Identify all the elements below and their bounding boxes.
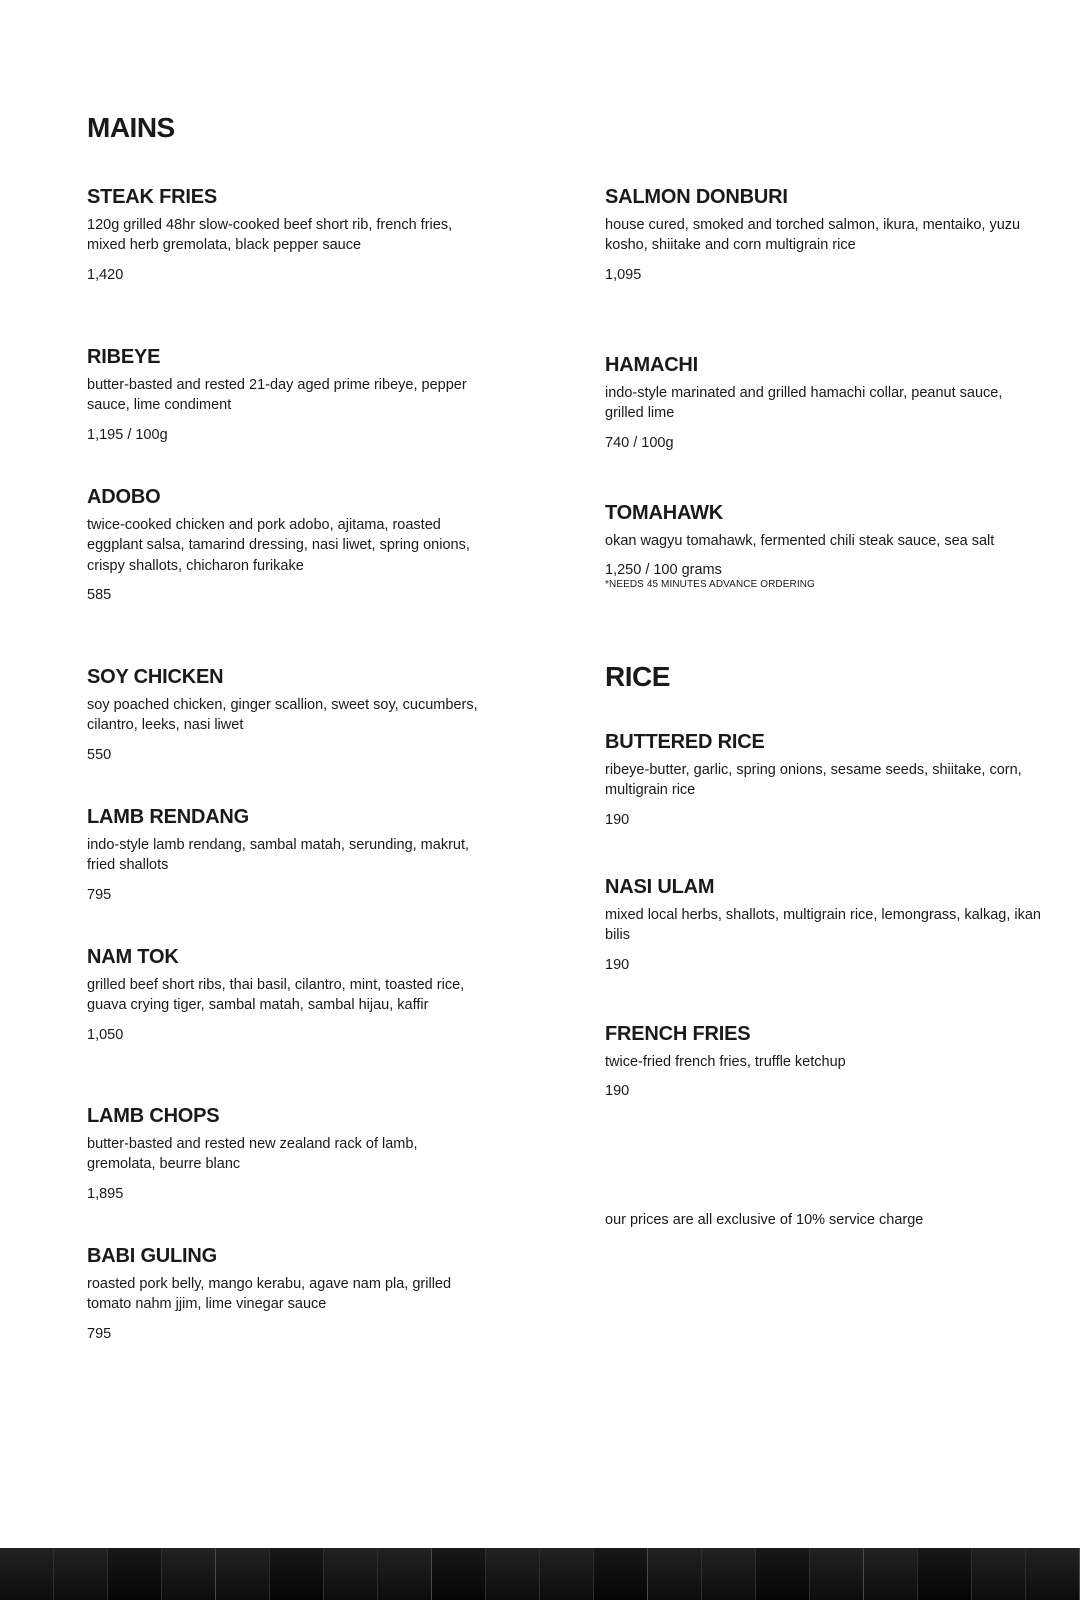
item-name: HAMACHI [605, 354, 699, 376]
menu-item-hamachi [605, 353, 1045, 452]
mains-heading: MAINS [87, 112, 175, 143]
item-price: 795 [87, 886, 112, 903]
menu-item-ribeye [87, 345, 487, 444]
item-description: butter-basted and rested 21-day aged prime ribeye, pepper sauce, lime condiment [87, 377, 467, 414]
menu-item-adobo [87, 485, 487, 604]
menu-item-nasi-ulam [605, 875, 1045, 974]
item-description: butter-basted and rested new zealand rack of lamb, gremolata, beurre blanc [87, 1136, 418, 1173]
item-price: 740 / 100g [605, 434, 674, 451]
item-price: 585 [87, 586, 112, 603]
item-name: TOMAHAWK [605, 502, 724, 524]
item-price: 1,895 [87, 1185, 124, 1202]
item-name: BABI GULING [87, 1245, 218, 1267]
decorative-bottom-band [0, 1548, 1080, 1600]
menu-item-nam-tok [87, 945, 487, 1044]
item-description: ribeye-butter, garlic, spring onions, sesame seeds, shiitake, corn, multigrain rice [605, 762, 1022, 799]
item-name: SOY CHICKEN [87, 666, 224, 688]
item-price: 1,195 / 100g [87, 426, 168, 443]
item-description: twice-cooked chicken and pork adobo, ajitama, roasted eggplant salsa, tamarind dressing, nasi liwet, spring onions, crispy shallots, chicharon furikake [87, 517, 470, 574]
item-price: 795 [87, 1325, 112, 1342]
menu-item-salmon-donburi [605, 185, 1045, 284]
item-price: 190 [605, 811, 630, 828]
menu-item-french-fries [605, 1022, 1045, 1100]
item-name: NASI ULAM [605, 876, 715, 898]
item-price: 1,095 [605, 266, 642, 283]
item-name: STEAK FRIES [87, 186, 218, 208]
menu-item-buttered-rice [605, 730, 1045, 829]
item-price: 1,420 [87, 266, 124, 283]
service-charge-note: our prices are all exclusive of 10% service charge [605, 1212, 924, 1228]
item-description: mixed local herbs, shallots, multigrain rice, lemongrass, kalkag, ikan bilis [605, 907, 1041, 944]
item-description: indo-style marinated and grilled hamachi collar, peanut sauce, grilled lime [605, 385, 1003, 422]
item-name: LAMB CHOPS [87, 1105, 220, 1127]
item-description: twice-fried french fries, truffle ketchup [605, 1054, 846, 1070]
item-name: SALMON DONBURI [605, 186, 788, 208]
item-description: soy poached chicken, ginger scallion, sweet soy, cucumbers, cilantro, leeks, nasi liwet [87, 697, 478, 734]
item-name: LAMB RENDANG [87, 806, 250, 828]
item-description: grilled beef short ribs, thai basil, cilantro, mint, toasted rice, guava crying tiger, sambal matah, sambal hijau, kaffir [87, 977, 465, 1014]
item-name: RIBEYE [87, 346, 161, 368]
item-name: FRENCH FRIES [605, 1023, 751, 1045]
item-description: house cured, smoked and torched salmon, ikura, mentaiko, yuzu kosho, shiitake and corn multigrain rice [605, 217, 1021, 254]
item-price: 190 [605, 956, 630, 973]
menu-item-steak-fries [87, 185, 487, 284]
item-description: roasted pork belly, mango kerabu, agave nam pla, grilled tomato nahm jjim, lime vinegar sauce [87, 1276, 452, 1313]
item-name: NAM TOK [87, 946, 179, 968]
menu-item-lamb-rendang [87, 805, 487, 904]
menu-item-soy-chicken [87, 665, 487, 764]
item-description: okan wagyu tomahawk, fermented chili steak sauce, sea salt [605, 533, 995, 549]
menu-item-lamb-chops [87, 1104, 487, 1203]
rice-heading: RICE [605, 661, 670, 692]
item-description: indo-style lamb rendang, sambal matah, serunding, makrut, fried shallots [87, 837, 470, 874]
menu-item-tomahawk [605, 501, 1045, 591]
advance-order-note: *NEEDS 45 MINUTES ADVANCE ORDERING [605, 579, 815, 591]
item-price: 1,050 [87, 1026, 124, 1043]
item-description: 120g grilled 48hr slow-cooked beef short rib, french fries, mixed herb gremolata, black pepper sauce [87, 217, 453, 254]
item-price: 1,250 / 100 grams [605, 562, 722, 579]
item-name: ADOBO [87, 486, 161, 508]
item-price: 190 [605, 1083, 630, 1100]
item-name: BUTTERED RICE [605, 731, 765, 753]
item-price: 550 [87, 746, 112, 763]
menu-item-babi-guling [87, 1244, 487, 1343]
